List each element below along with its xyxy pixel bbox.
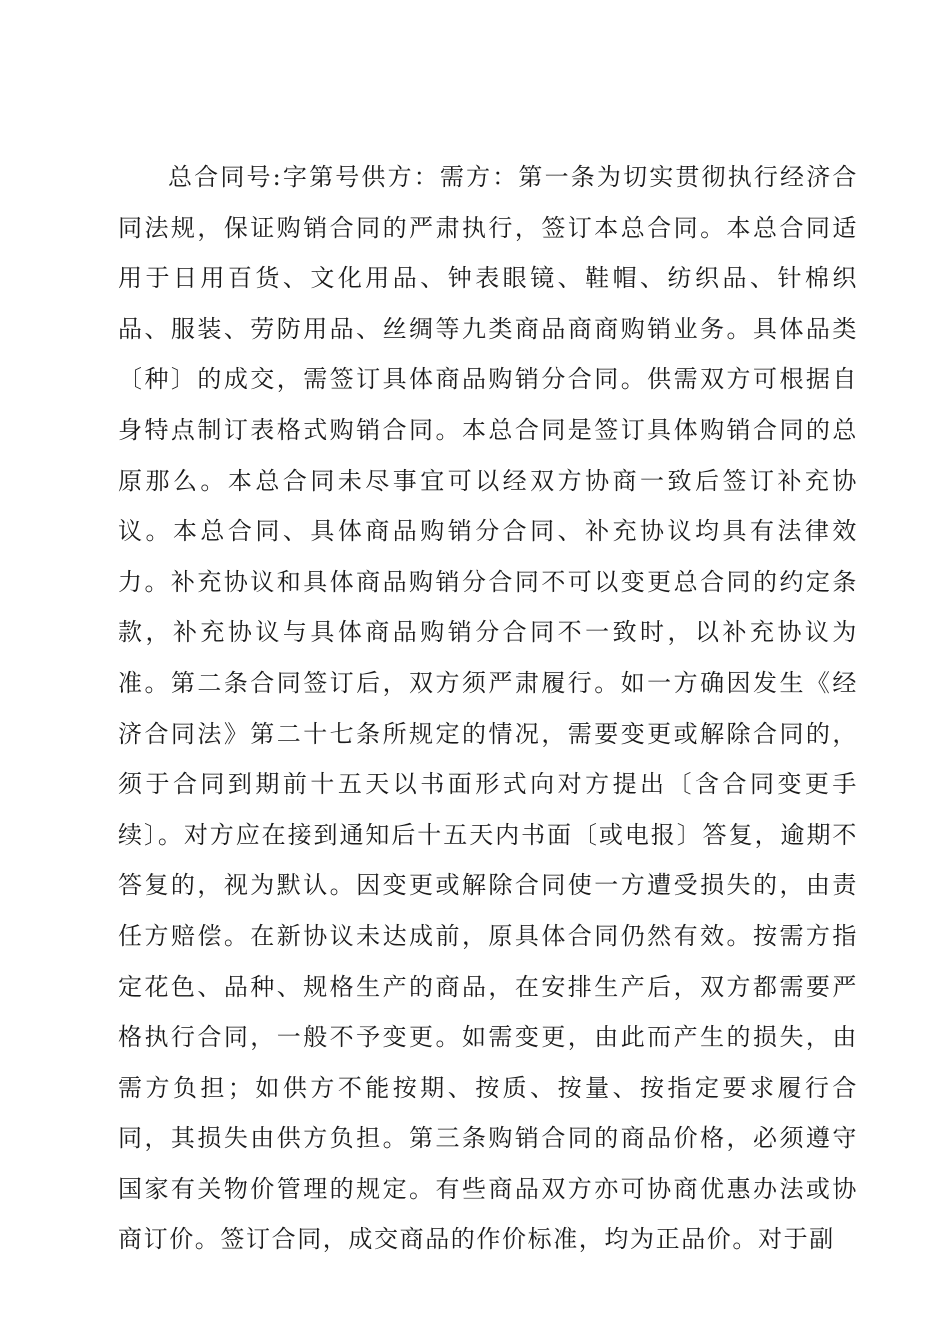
contract-body-paragraph: 总合同号:字第号供方：需方：第一条为切实贯彻执行经济合同法规，保证购销合同的严肃执行，签订本总合同。本总合同适用于日用百货、文化用品、钟表眼镜、鞋帽、纺织品、针棉织品、服装、劳防用品、丝绸等九类商品商商购销业务。具体品类〔种〕的成交，需签订具体商品购销分合同。供需双方可根据自身特点制订表格式购销合同。本总合同是签订具体购销合同的总原那么。本总合同未尽事宜可以经双方协商一致后签订补充协议。本总合同、具体商品购销分合同、补充协议均具有法律效力。补充协议和具体商品购销分合同不可以变更总合同的约定条款，补充协议与具体商品购销分合同不一致时，以补充协议为准。第二条合同签订后，双方须严肃履行。如一方确因发生《经济合同法》第二十七条所规定的情况，需要变更或解除合同的，须于合同到期前十五天以书面形式向对方提出〔含合同变更手续〕。对方应在接到通知后十五天内书面〔或电报〕答复，逾期不答复的，视为默认。因变更或解除合同使一方遭受损失的，由责任方赔偿。在新协议未达成前，原具体合同仍然有效。按需方指定花色、品种、规格生产的商品，在安排生产后，双方都需要严格执行合同，一般不予变更。如需变更，由此而产生的损失，由需方负担；如供方不能按期、按质、按量、按指定要求履行合同，其损失由供方负担。第三条购销合同的商品价格，必须遵守国家有关物价管理的规定。有些商品双方亦可协商优惠办法或协商订价。签订合同，成交商品的作价标准，均为正品价。对于副 [118,163,858,1254]
